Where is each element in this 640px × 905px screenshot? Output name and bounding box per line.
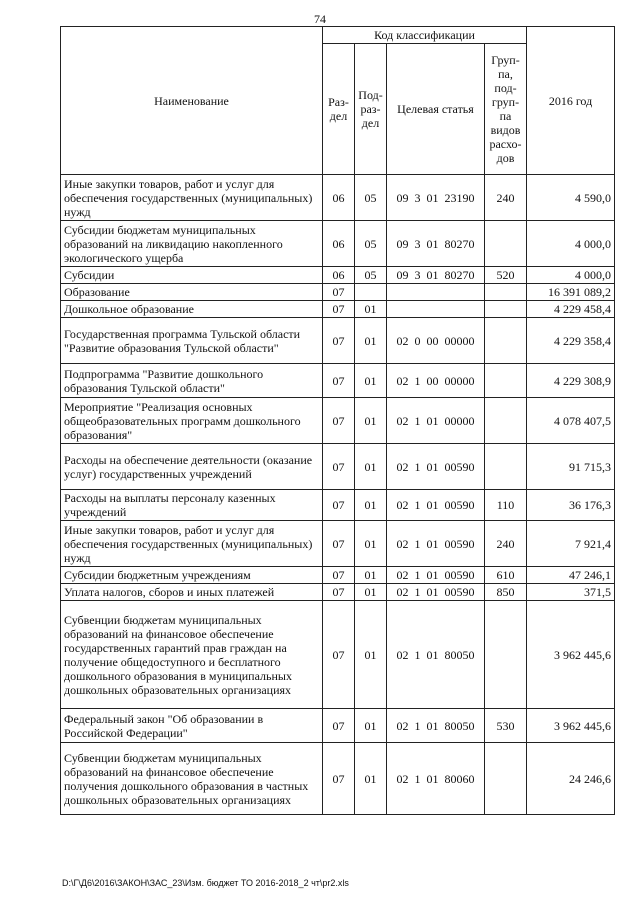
row-name: Государственная программа Тульской области "Развитие образования Тульской области" xyxy=(61,318,323,364)
row-sum: 16 391 089,2 xyxy=(527,284,615,301)
row-podrazdel: 01 xyxy=(355,364,387,398)
row-group: 110 xyxy=(485,490,527,521)
row-group xyxy=(485,318,527,364)
row-sum: 4 229 458,4 xyxy=(527,301,615,318)
row-podrazdel: 01 xyxy=(355,444,387,490)
header-razdel: Раз- дел xyxy=(323,44,355,175)
page-number: 74 xyxy=(314,12,326,26)
table-row xyxy=(61,301,615,318)
header-name: Наименование xyxy=(61,27,323,175)
table-row xyxy=(61,584,615,601)
row-target: 02 1 01 00590 xyxy=(387,567,485,584)
row-group xyxy=(485,301,527,318)
row-group: 240 xyxy=(485,521,527,567)
row-target: 02 0 00 00000 xyxy=(387,318,485,364)
row-name: Расходы на выплаты персоналу казенных учреждений xyxy=(61,490,323,521)
row-name: Федеральный закон "Об образовании в Российской Федерации" xyxy=(61,709,323,743)
row-target: 09 3 01 80270 xyxy=(387,221,485,267)
row-group: 530 xyxy=(485,709,527,743)
table-row xyxy=(61,398,615,444)
row-name: Иные закупки товаров, работ и услуг для обеспечения государственных (муниципальных) нужд xyxy=(61,175,323,221)
row-target: 02 1 01 00590 xyxy=(387,490,485,521)
table-row xyxy=(61,267,615,284)
row-group xyxy=(485,444,527,490)
row-target: 02 1 01 00000 xyxy=(387,398,485,444)
row-group: 850 xyxy=(485,584,527,601)
header-year: 2016 год xyxy=(527,27,615,175)
row-target: 02 1 01 00590 xyxy=(387,444,485,490)
row-group xyxy=(485,601,527,709)
row-podrazdel: 01 xyxy=(355,743,387,815)
row-name: Субвенции бюджетам муниципальных образований на финансовое обеспечение государственных гарантий прав граждан на получение общедоступного и бесплатного дошкольного образования в муниципальных дошкольных образовательных организациях xyxy=(61,601,323,709)
row-name: Уплата налогов, сборов и иных платежей xyxy=(61,584,323,601)
row-target: 09 3 01 80270 xyxy=(387,267,485,284)
row-name: Мероприятие "Реализация основных общеобразовательных программ дошкольного образования" xyxy=(61,398,323,444)
row-name: Образование xyxy=(61,284,323,301)
row-razdel: 07 xyxy=(323,743,355,815)
table-row xyxy=(61,175,615,221)
header-classification: Код классификации xyxy=(323,27,527,44)
row-group: 520 xyxy=(485,267,527,284)
row-name: Субсидии бюджетам муниципальных образований на ликвидацию накопленного экологического ущерба xyxy=(61,221,323,267)
row-razdel: 07 xyxy=(323,398,355,444)
row-sum: 4 590,0 xyxy=(527,175,615,221)
row-group xyxy=(485,284,527,301)
row-target: 09 3 01 23190 xyxy=(387,175,485,221)
row-name: Дошкольное образование xyxy=(61,301,323,318)
header-row xyxy=(61,27,615,44)
table-row xyxy=(61,318,615,364)
row-sum: 3 962 445,6 xyxy=(527,709,615,743)
table-row xyxy=(61,709,615,743)
row-name: Субсидии бюджетным учреждениям xyxy=(61,567,323,584)
table-row xyxy=(61,567,615,584)
row-podrazdel: 05 xyxy=(355,267,387,284)
row-sum: 24 246,6 xyxy=(527,743,615,815)
header-target: Целевая статья xyxy=(387,44,485,175)
row-razdel: 07 xyxy=(323,521,355,567)
row-name: Подпрограмма "Развитие дошкольного образования Тульской области" xyxy=(61,364,323,398)
row-target: 02 1 01 00590 xyxy=(387,521,485,567)
row-name: Субсидии xyxy=(61,267,323,284)
table-row xyxy=(61,364,615,398)
header-group: Груп- па, под- груп- па видов расхо- дов xyxy=(485,44,527,175)
row-sum: 36 176,3 xyxy=(527,490,615,521)
table-row xyxy=(61,521,615,567)
row-razdel: 07 xyxy=(323,301,355,318)
table-row xyxy=(61,601,615,709)
row-group xyxy=(485,398,527,444)
row-group: 240 xyxy=(485,175,527,221)
table-row xyxy=(61,490,615,521)
row-group xyxy=(485,221,527,267)
row-podrazdel: 01 xyxy=(355,601,387,709)
row-sum: 4 229 358,4 xyxy=(527,318,615,364)
row-razdel: 07 xyxy=(323,318,355,364)
row-sum: 7 921,4 xyxy=(527,521,615,567)
row-podrazdel: 01 xyxy=(355,301,387,318)
row-razdel: 07 xyxy=(323,601,355,709)
table-row xyxy=(61,221,615,267)
budget-table xyxy=(60,26,615,815)
row-group xyxy=(485,364,527,398)
row-podrazdel: 01 xyxy=(355,490,387,521)
row-podrazdel: 01 xyxy=(355,318,387,364)
row-target: 02 1 01 80050 xyxy=(387,709,485,743)
row-sum: 4 000,0 xyxy=(527,221,615,267)
row-group: 610 xyxy=(485,567,527,584)
row-name: Субвенции бюджетам муниципальных образований на финансовое обеспечение получения дошкольного образования в частных дошкольных образовательных организациях xyxy=(61,743,323,815)
row-target xyxy=(387,284,485,301)
row-razdel: 07 xyxy=(323,567,355,584)
row-podrazdel: 01 xyxy=(355,521,387,567)
table-row xyxy=(61,444,615,490)
row-name: Расходы на обеспечение деятельности (оказание услуг) государственных учреждений xyxy=(61,444,323,490)
row-podrazdel: 01 xyxy=(355,584,387,601)
row-podrazdel: 05 xyxy=(355,221,387,267)
row-razdel: 06 xyxy=(323,221,355,267)
table-row xyxy=(61,743,615,815)
row-sum: 4 078 407,5 xyxy=(527,398,615,444)
file-path-footer: D:\Г\Д6\2016\ЗАКОН\ЗАС_23\Изм. бюджет ТО 2016-2018_2 чт\pr2.xls xyxy=(62,878,349,888)
row-razdel: 06 xyxy=(323,267,355,284)
row-group xyxy=(485,743,527,815)
row-razdel: 07 xyxy=(323,444,355,490)
row-podrazdel: 01 xyxy=(355,398,387,444)
row-target xyxy=(387,301,485,318)
row-sum: 4 229 308,9 xyxy=(527,364,615,398)
row-razdel: 07 xyxy=(323,490,355,521)
table-row xyxy=(61,284,615,301)
row-podrazdel: 01 xyxy=(355,567,387,584)
row-sum: 3 962 445,6 xyxy=(527,601,615,709)
row-sum: 47 246,1 xyxy=(527,567,615,584)
row-razdel: 07 xyxy=(323,584,355,601)
row-target: 02 1 00 00000 xyxy=(387,364,485,398)
row-name: Иные закупки товаров, работ и услуг для обеспечения государственных (муниципальных) нужд xyxy=(61,521,323,567)
row-target: 02 1 01 00590 xyxy=(387,584,485,601)
row-sum: 371,5 xyxy=(527,584,615,601)
header-podrazdel: Под- раз- дел xyxy=(355,44,387,175)
row-podrazdel xyxy=(355,284,387,301)
row-razdel: 06 xyxy=(323,175,355,221)
row-razdel: 07 xyxy=(323,284,355,301)
row-podrazdel: 01 xyxy=(355,709,387,743)
row-sum: 91 715,3 xyxy=(527,444,615,490)
row-podrazdel: 05 xyxy=(355,175,387,221)
row-razdel: 07 xyxy=(323,364,355,398)
row-razdel: 07 xyxy=(323,709,355,743)
row-target: 02 1 01 80060 xyxy=(387,743,485,815)
row-target: 02 1 01 80050 xyxy=(387,601,485,709)
row-sum: 4 000,0 xyxy=(527,267,615,284)
